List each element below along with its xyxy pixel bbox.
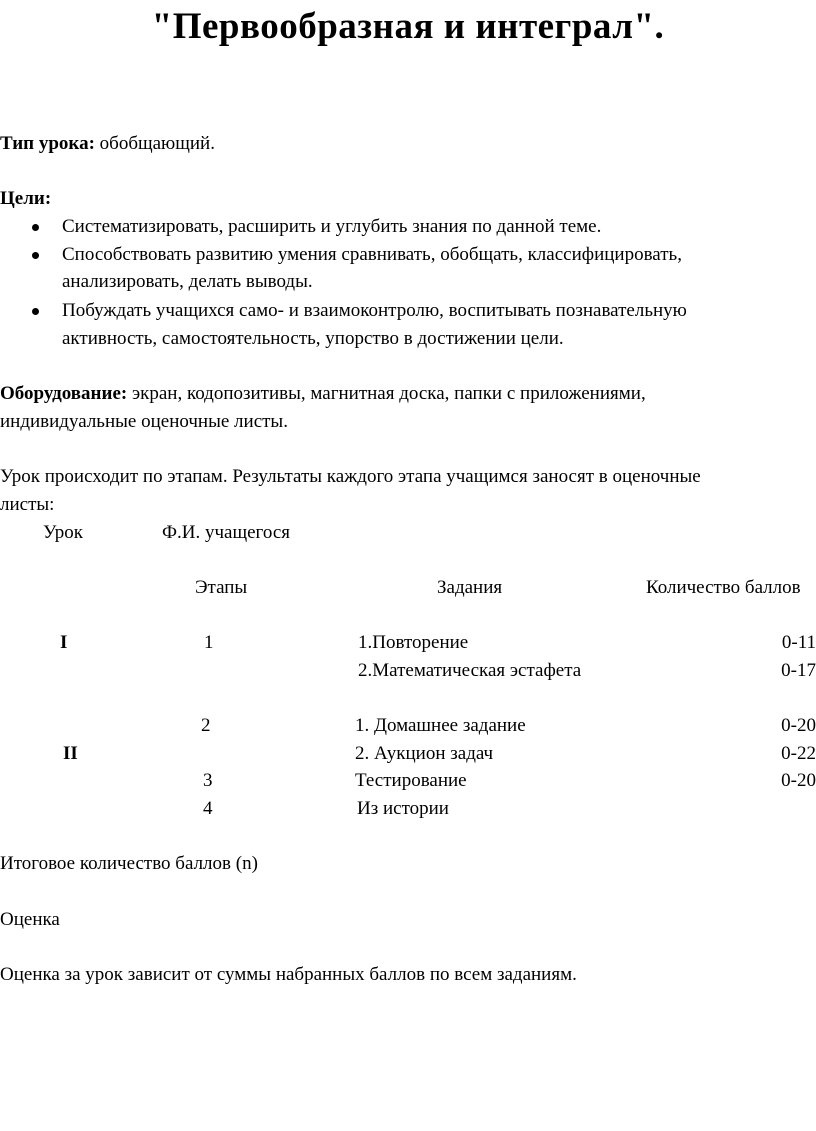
equipment-line1: экран, кодопозитивы, магнитная доска, папки с приложениями, — [127, 383, 646, 404]
conclusion-text: Оценка за урок зависит от суммы набранных баллов по всем заданиям. — [0, 964, 577, 985]
page-title: "Первообразная и интеграл". — [151, 6, 665, 47]
row-stage: 1 — [204, 632, 214, 653]
sheet-lesson-label: Урок — [43, 522, 84, 543]
row-points: 0-17 — [781, 660, 816, 681]
row-lesson: I — [60, 632, 68, 653]
row-lesson: II — [63, 743, 78, 764]
header-tasks: Задания — [437, 577, 503, 598]
stages-intro-line1: Урок происходит по этапам. Результаты каждого этапа учащимся заносят в оценочные — [0, 466, 701, 487]
goal-item: Систематизировать, расширить и углубить знания по данной теме. — [62, 213, 601, 241]
lesson-type — [0, 130, 215, 158]
row-task: 2. Аукцион задач — [355, 743, 494, 764]
row-task: 1.Повторение — [358, 632, 469, 653]
goal-item: Способствовать развитию умения сравнивать, обобщать, классифицировать, — [62, 241, 682, 269]
total-points-label: Итоговое количество баллов (n) — [0, 853, 258, 874]
row-points: 0-20 — [781, 715, 816, 736]
row-stage: 3 — [203, 770, 213, 791]
equipment-line2: индивидуальные оценочные листы. — [0, 411, 288, 432]
sheet-student-label: Ф.И. учащегося — [162, 522, 290, 543]
row-task: Из истории — [357, 798, 449, 819]
row-task: Тестирование — [355, 770, 467, 791]
goal-item: Побуждать учащихся само- и взаимоконтролю, воспитывать познавательную — [62, 297, 687, 325]
goal-item-continuation: анализировать, делать выводы. — [62, 271, 313, 292]
header-stages: Этапы — [195, 577, 248, 598]
row-stage: 2 — [201, 715, 211, 736]
header-points: Количество баллов — [646, 577, 801, 598]
row-task: 1. Домашнее задание — [355, 715, 526, 736]
equipment — [0, 380, 646, 408]
row-stage: 4 — [203, 798, 213, 819]
goals-label: Цели: — [0, 188, 52, 209]
row-points: 0-20 — [781, 770, 816, 791]
lesson-type-label: Тип урока: — [0, 133, 95, 154]
grade-label: Оценка — [0, 909, 60, 930]
lesson-type-value: обобщающий. — [94, 133, 215, 154]
row-points: 0-22 — [781, 743, 816, 764]
row-task: 2.Математическая эстафета — [358, 660, 582, 681]
row-points: 0-11 — [781, 632, 816, 653]
equipment-label: Оборудование: — [0, 383, 128, 404]
goal-item-continuation: активность, самостоятельность, упорство в достижении цели. — [62, 328, 564, 349]
stages-intro-line2: листы: — [0, 494, 55, 515]
